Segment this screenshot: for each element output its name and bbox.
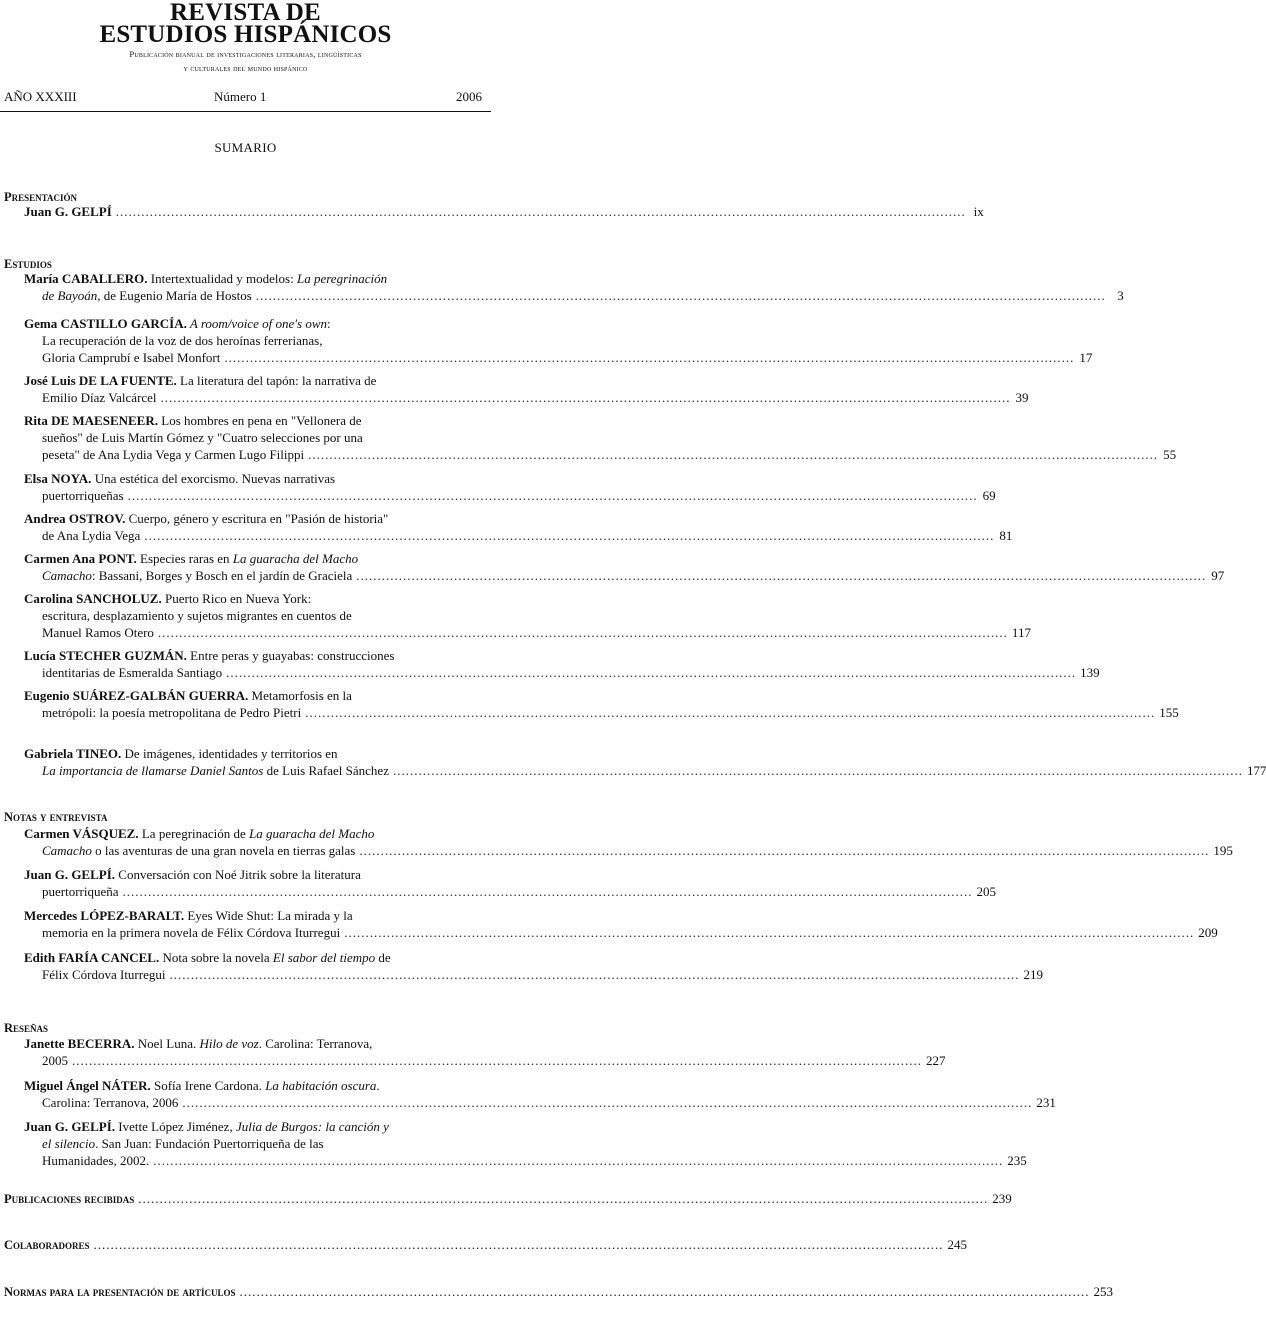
entry-author: Carolina SANCHOLUZ. xyxy=(24,591,162,606)
entry-author: Edith FARÍA CANCEL. xyxy=(24,950,160,965)
toc-entry[interactable] xyxy=(24,866,997,900)
entry-title: puertorriqueña xyxy=(42,884,119,900)
journal-subtitle-line2: y culturales del mundo hispánico xyxy=(183,63,308,73)
leader-dots: ........................................................................................................................................................................................................ xyxy=(392,763,1243,779)
entry-author: Juan G. GELPÍ. xyxy=(24,867,116,882)
entry-title: Carolina: Terranova, 2006 xyxy=(42,1095,179,1111)
toc-entry[interactable] xyxy=(24,315,1093,367)
entry-author: Rita DE MAESENEER. xyxy=(24,413,158,428)
entry-title: Eyes Wide Shut: La mirada y la xyxy=(184,908,353,923)
leader-dots: ........................................................................................................................................................................................................ xyxy=(115,204,966,219)
entry-title: La recuperación de la voz de dos heroínas ferrerianas, xyxy=(42,333,323,349)
entry-title: identitarias de Esmeralda Santiago xyxy=(42,665,223,681)
entry-title: , de Eugenio María de Hostos xyxy=(97,288,252,304)
page-number: 55 xyxy=(1163,447,1177,463)
page-number: 81 xyxy=(999,528,1013,544)
page-number: 177 xyxy=(1246,763,1266,779)
entry-author: Janette BECERRA. xyxy=(24,1036,135,1051)
toc-entry-normas[interactable] xyxy=(4,1284,1114,1300)
entry-author: Gema CASTILLO GARCÍA. xyxy=(24,316,187,331)
entry-title: Gloria Camprubí e Isabel Monfort xyxy=(42,350,221,366)
page-number: 253 xyxy=(1093,1284,1114,1299)
entry-title: Intertextualidad y modelos: xyxy=(147,271,297,286)
issue-year: AÑO XXXIII xyxy=(4,89,77,104)
page-number: 195 xyxy=(1213,843,1233,859)
entry-author: Juan G. GELPÍ xyxy=(24,204,112,219)
section-heading-notas: Notas y entrevista xyxy=(4,810,108,824)
page-number: 139 xyxy=(1080,665,1100,681)
leader-dots: ........................................................................................................................................................................................................ xyxy=(344,925,1195,941)
journal-subtitle-line1: Publicación bianual de investigaciones literarias, lingüísticas xyxy=(129,49,362,59)
journal-title-line2: ESTUDIOS HISPÁNICOS xyxy=(99,21,392,48)
section-heading-resenas: Reseñas xyxy=(4,1021,49,1035)
entry-title: Noel Luna. xyxy=(134,1036,200,1051)
leader-dots: ........................................................................................................................................................................................................ xyxy=(239,1284,1090,1299)
leader-dots: ........................................................................................................................................................................................................ xyxy=(356,568,1207,584)
toc-entry[interactable] xyxy=(24,1118,1027,1170)
entry-title: peseta" de Ana Lydia Vega y Carmen Lugo Filippi xyxy=(42,447,305,463)
entry-title-italic: el silencio xyxy=(42,1136,96,1152)
entry-author: Carmen VÁSQUEZ. xyxy=(24,826,139,841)
entry-title: o las aventuras de una gran novela en tierras galas xyxy=(91,843,356,859)
toc-entry[interactable] xyxy=(24,412,1177,464)
entry-author: Carmen Ana PONT. xyxy=(24,551,137,566)
entry-title: Los hombres en pena en "Vellonera de xyxy=(158,413,362,428)
page-number: 235 xyxy=(1007,1153,1027,1169)
entry-label: Colaboradores xyxy=(4,1238,90,1252)
entry-title: memoria en la primera novela de Félix Córdova Iturregui xyxy=(42,925,341,941)
header-rule xyxy=(0,111,491,112)
entry-title: . xyxy=(376,1078,380,1093)
entry-author: Mercedes LÓPEZ-BARALT. xyxy=(24,908,185,923)
entry-author: Andrea OSTROV. xyxy=(24,511,126,526)
entry-title: Entre peras y guayabas: construcciones xyxy=(186,648,395,663)
entry-title: La literatura del tapón: la narrativa de xyxy=(176,373,377,388)
page-number: 117 xyxy=(1011,625,1031,641)
toc-entry[interactable] xyxy=(24,687,1179,721)
leader-dots: ........................................................................................................................................................................................................ xyxy=(138,1191,989,1206)
toc-entry[interactable] xyxy=(24,907,1218,941)
leader-dots: ........................................................................................................................................................................................................ xyxy=(122,884,973,900)
entry-title: La peregrinación de xyxy=(138,826,250,841)
leader-dots: ........................................................................................................................................................................................................ xyxy=(182,1095,1033,1111)
page-number: 97 xyxy=(1211,568,1225,584)
entry-title-italic: Hilo de voz xyxy=(199,1036,259,1051)
leader-dots: ........................................................................................................................................................................................................ xyxy=(308,447,1159,463)
leader-dots: ........................................................................................................................................................................................................ xyxy=(255,288,1106,304)
toc-entry[interactable] xyxy=(24,825,1233,859)
leader-dots: ........................................................................................................................................................................................................ xyxy=(153,1153,1004,1169)
toc-entry-publicaciones[interactable] xyxy=(4,1191,1012,1207)
entry-title: Ivette López Jiménez, xyxy=(115,1119,236,1134)
leader-dots: ........................................................................................................................................................................................................ xyxy=(157,625,1008,641)
entry-label: Normas para la presentación de artículos xyxy=(4,1285,236,1299)
entry-title-italic: La habitación oscura xyxy=(265,1078,377,1093)
toc-entry[interactable] xyxy=(24,470,996,504)
entry-title-italic: La guaracha del Macho xyxy=(249,826,375,841)
entry-title: de Luis Rafael Sánchez xyxy=(263,763,389,779)
entry-title: de Ana Lydia Vega xyxy=(42,528,141,544)
leader-dots: ........................................................................................................................................................................................................ xyxy=(144,528,995,544)
contents-heading: SUMARIO xyxy=(214,140,277,155)
leader-dots: ........................................................................................................................................................................................................ xyxy=(169,967,1020,983)
leader-dots: ........................................................................................................................................................................................................ xyxy=(160,390,1011,406)
page-number: 239 xyxy=(992,1191,1012,1206)
entry-title: : Bassani, Borges y Bosch en el jardín de Graciela xyxy=(91,568,353,584)
toc-entry[interactable] xyxy=(24,949,1043,983)
publication-year: 2006 xyxy=(456,89,482,104)
toc-entry[interactable] xyxy=(24,270,1124,304)
page-number: 69 xyxy=(982,488,996,504)
entry-title: Humanidades, 2002. xyxy=(42,1153,150,1169)
toc-entry[interactable] xyxy=(24,203,984,220)
entry-title: Metamorfosis en la xyxy=(248,688,352,703)
entry-title-italic: La guaracha del Macho xyxy=(232,551,359,566)
page-number: 231 xyxy=(1036,1095,1056,1111)
leader-dots: ........................................................................................................................................................................................................ xyxy=(305,705,1156,721)
entry-author: Miguel Ángel NÁTER. xyxy=(24,1078,151,1093)
leader-dots: ........................................................................................................................................................................................................ xyxy=(224,350,1075,366)
entry-title: Conversación con Noé Jitrik sobre la literatura xyxy=(115,867,361,882)
section-heading-estudios: Estudios xyxy=(4,257,52,271)
section-heading-presentacion: Presentación xyxy=(4,190,77,204)
entry-author: José Luis DE LA FUENTE. xyxy=(24,373,177,388)
entry-title-italic: La importancia de llamarse Daniel Santos xyxy=(42,763,264,779)
leader-dots: ........................................................................................................................................................................................................ xyxy=(359,843,1210,859)
page-number: 227 xyxy=(926,1053,946,1069)
page-number: 209 xyxy=(1198,925,1218,941)
entry-title: sueños" de Luis Martín Gómez y "Cuatro selecciones por una xyxy=(42,430,363,446)
entry-author: María CABALLERO. xyxy=(24,271,148,286)
entry-title-italic: de Bayoán xyxy=(42,288,98,304)
entry-title-italic: El sabor del tiempo xyxy=(272,950,376,965)
leader-dots: ........................................................................................................................................................................................................ xyxy=(226,665,1077,681)
entry-title: Una estética del exorcismo. Nuevas narrativas xyxy=(91,471,336,486)
entry-title: 2005 xyxy=(42,1053,68,1069)
entry-title-italic: La peregrinación xyxy=(296,271,388,286)
entry-title: De imágenes, identidades y territorios en xyxy=(121,746,338,761)
journal-title-line1: REVISTA DE xyxy=(170,0,321,26)
issue-info xyxy=(4,89,482,108)
toc-entry[interactable] xyxy=(24,550,1225,584)
leader-dots: ........................................................................................................................................................................................................ xyxy=(127,488,978,504)
toc-entry[interactable] xyxy=(24,372,1029,406)
entry-author: Gabriela TINEO. xyxy=(24,746,122,761)
entry-title-italic: Julia de Burgos: la canción y xyxy=(235,1119,389,1134)
entry-title: Cuerpo, género y escritura en "Pasión de historia" xyxy=(125,511,389,526)
entry-title: . San Juan: Fundación Puertorriqueña de las xyxy=(95,1136,324,1152)
toc-entry[interactable] xyxy=(24,1035,946,1069)
issue-number: Número 1 xyxy=(214,89,267,104)
entry-title: Nota sobre la novela xyxy=(159,950,273,965)
page-number: ix xyxy=(973,204,984,219)
entry-title: metrópoli: la poesía metropolitana de Pedro Pietri xyxy=(42,705,302,721)
entry-title: Félix Córdova Iturregui xyxy=(42,967,166,983)
toc-entry-colaboradores[interactable] xyxy=(4,1237,968,1253)
entry-title: Especies raras en xyxy=(136,551,233,566)
entry-title: Emilio Díaz Valcárcel xyxy=(42,390,157,406)
leader-dots: ........................................................................................................................................................................................................ xyxy=(93,1237,944,1252)
entry-title: escritura, desplazamiento y sujetos migrantes en cuentos de xyxy=(42,608,352,624)
entry-title: Sofía Irene Cardona. xyxy=(150,1078,266,1093)
page-number: 245 xyxy=(947,1237,968,1252)
entry-title: Manuel Ramos Otero xyxy=(42,625,154,641)
page-number: 17 xyxy=(1079,350,1093,366)
entry-author: Elsa NOYA. xyxy=(24,471,92,486)
entry-title: de xyxy=(375,950,391,965)
entry-author: Lucía STECHER GUZMÁN. xyxy=(24,648,187,663)
page-number: 205 xyxy=(976,884,997,900)
toc-entry[interactable] xyxy=(24,647,1100,681)
entry-title: Puerto Rico en Nueva York: xyxy=(161,591,312,606)
entry-title-italic: Camacho xyxy=(42,568,92,584)
leader-dots: ........................................................................................................................................................................................................ xyxy=(72,1053,922,1069)
masthead xyxy=(0,0,491,75)
entry-title-italic: Camacho xyxy=(42,843,92,859)
entry-author: Eugenio SUÁREZ-GALBÁN GUERRA. xyxy=(24,688,249,703)
toc-entry[interactable] xyxy=(24,510,1013,544)
entry-title-italic: A room/voice of one's own xyxy=(186,316,327,331)
toc-entry[interactable] xyxy=(24,590,1031,642)
entry-title: puertorriqueñas xyxy=(42,488,124,504)
toc-entry[interactable] xyxy=(24,1077,1056,1111)
entry-label: Publicaciones recibidas xyxy=(4,1192,135,1206)
page-number: 39 xyxy=(1015,390,1029,406)
entry-author: Juan G. GELPÍ. xyxy=(24,1119,116,1134)
entry-title: . Carolina: Terranova, xyxy=(258,1036,373,1051)
page-number: 3 xyxy=(1117,288,1124,304)
page-number: 155 xyxy=(1159,705,1179,721)
entry-title: : xyxy=(327,316,331,331)
toc-entry[interactable] xyxy=(24,745,1266,779)
page-number: 219 xyxy=(1023,967,1043,983)
